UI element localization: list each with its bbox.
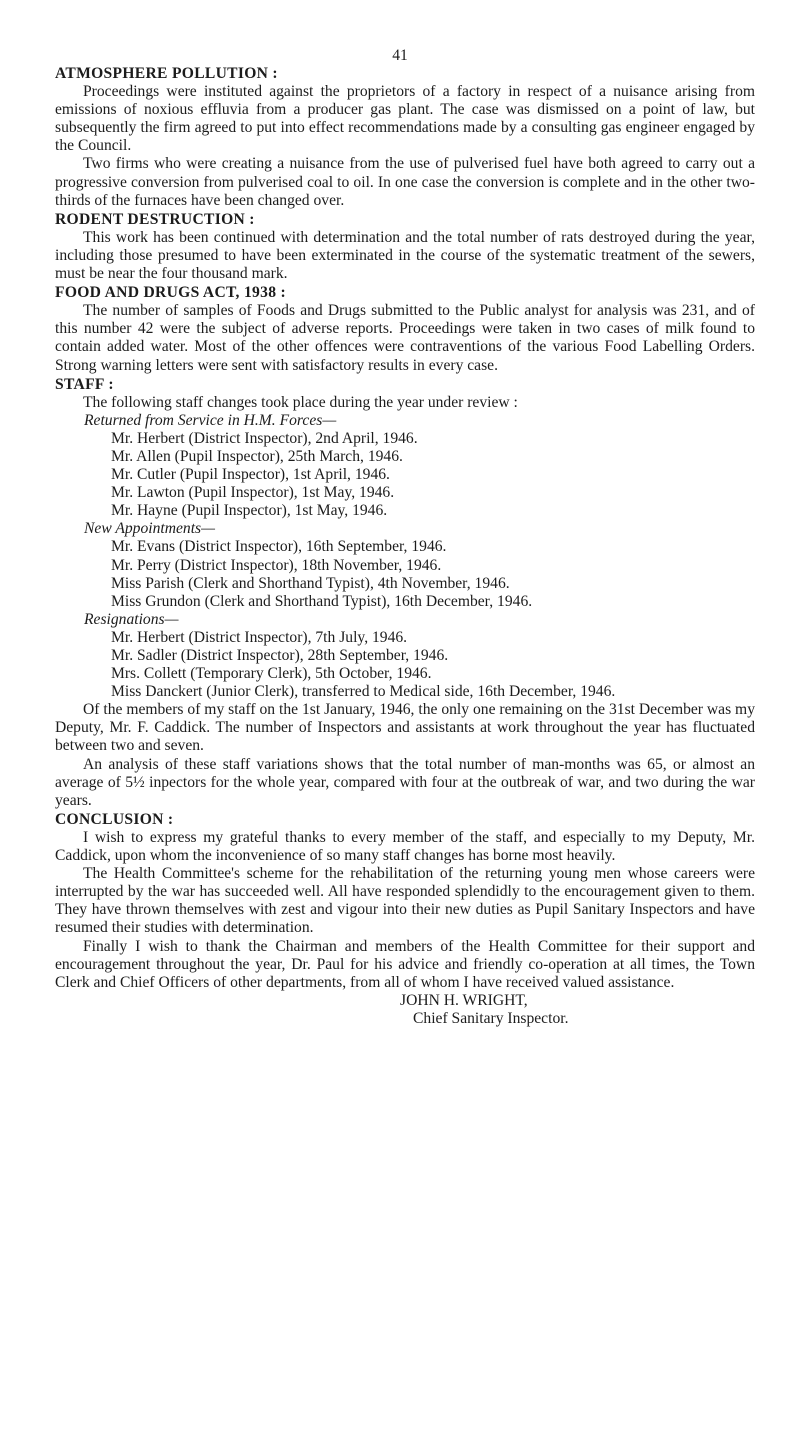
staff-entry: Mr. Evans (District Inspector), 16th September, 1946. xyxy=(111,538,447,556)
paragraph: The number of samples of Foods and Drugs submitted to the Public analyst for analysis was 231, and of this number 42 were the subject of adverse reports. Proceedings were taken in two cases of milk found to contain added water. Most of the other offences were contraventions of the various Food Labelling Orders. Strong warning letters were sent with satisfactory results in every case. xyxy=(55,302,755,374)
subheading-returned: Returned from Service in H.M. Forces— xyxy=(84,411,337,429)
paragraph: Proceedings were instituted against the proprietors of a factory in respect of a nuisance arising from emissions of noxious effluvia from a producer gas plant. The case was dismissed on a point of law, but subsequently the firm agreed to put into effect recommendations made by a consulting gas engineer engaged by the Council. xyxy=(55,83,755,155)
section-heading: RODENT DESTRUCTION : xyxy=(55,210,255,228)
signatory-name: JOHN H. WRIGHT, xyxy=(400,991,528,1009)
paragraph: I wish to express my grateful thanks to every member of the staff, and especially to my Deputy, Mr. Caddick, upon whom the inconvenience of so many staff changes has borne most heavily. xyxy=(55,828,755,865)
subheading-new-appointments: New Appointments— xyxy=(84,520,215,538)
staff-entry: Mr. Herbert (District Inspector), 7th July, 1946. xyxy=(111,628,408,646)
staff-entry: Mr. Cutler (Pupil Inspector), 1st April, 1946. xyxy=(111,466,390,484)
section-atmospheric-pollution xyxy=(55,65,755,210)
paragraph: Finally I wish to thank the Chairman and members of the Health Committee for their support and encouragement throughout the year, Dr. Paul for his advice and friendly co-operation at all times, the Town Clerk and Chief Officers of other departments, from all of whom I have received valued assistance. xyxy=(55,937,755,991)
staff-entry: Mr. Lawton (Pupil Inspector), 1st May, 1946. xyxy=(111,484,395,502)
section-heading: STAFF : xyxy=(55,375,114,393)
paragraph: The following staff changes took place during the year under review : xyxy=(83,393,518,411)
section-heading: ATMOSPHERE POLLUTION : xyxy=(55,65,278,82)
staff-entry: Miss Danckert (Junior Clerk), transferred to Medical side, 16th December, 1946. xyxy=(111,683,616,701)
paragraph: An analysis of these staff variations shows that the total number of man-months was 65, or almost an average of 5½ inpectors for the whole year, compared with four at the outbreak of war, and two during the war years. xyxy=(55,755,755,809)
staff-entry: Mrs. Collett (Temporary Clerk), 5th October, 1946. xyxy=(111,665,432,683)
section-rodent-destruction xyxy=(55,211,755,283)
staff-entry: Mr. Perry (District Inspector), 18th November, 1946. xyxy=(111,556,442,574)
staff-entry: Miss Parish (Clerk and Shorthand Typist), 4th November, 1946. xyxy=(111,574,510,592)
section-staff xyxy=(55,376,755,810)
signatory-title: Chief Sanitary Inspector. xyxy=(413,1009,569,1027)
staff-entry: Miss Grundon (Clerk and Shorthand Typist), 16th December, 1946. xyxy=(111,592,533,610)
staff-entry: Mr. Hayne (Pupil Inspector), 1st May, 1946. xyxy=(111,502,388,520)
paragraph: Of the members of my staff on the 1st January, 1946, the only one remaining on the 31st December was my Deputy, Mr. F. Caddick. The number of Inspectors and assistants at work throughout the year has fluctuated between two and seven. xyxy=(55,701,755,755)
paragraph: The Health Committee's scheme for the rehabilitation of the returning young men whose careers were interrupted by the war has succeeded well. All have responded splendidly to the encouragement given to them. They have thrown themselves with zest and vigour into their new duties as Pupil Sanitary Inspectors and have resumed their studies with determination. xyxy=(55,865,755,937)
paragraph: Two firms who were creating a nuisance from the use of pulverised fuel have both agreed to carry out a progressive conversion from pulverised coal to oil. In one case the conversion is complete and in the other two-thirds of the furnaces have been changed over. xyxy=(55,155,755,209)
subheading-resignations: Resignations— xyxy=(84,610,179,628)
staff-entry: Mr. Herbert (District Inspector), 2nd April, 1946. xyxy=(111,429,418,447)
page-number: 41 xyxy=(392,47,408,64)
staff-entry: Mr. Sadler (District Inspector), 28th September, 1946. xyxy=(111,647,449,664)
page-content xyxy=(55,65,755,1028)
section-food-and-drugs-act xyxy=(55,284,755,374)
signature-block xyxy=(400,992,755,1028)
section-conclusion xyxy=(55,811,755,992)
paragraph: This work has been continued with determination and the total number of rats destroyed during the year, including those presumed to have been exterminated in the course of the systematic treatment of the sewers, must be near the four thousand mark. xyxy=(55,228,755,283)
section-heading: CONCLUSION : xyxy=(55,810,174,828)
staff-entry: Mr. Allen (Pupil Inspector), 25th March, 1946. xyxy=(111,447,403,465)
section-heading: FOOD AND DRUGS ACT, 1938 : xyxy=(55,284,287,302)
